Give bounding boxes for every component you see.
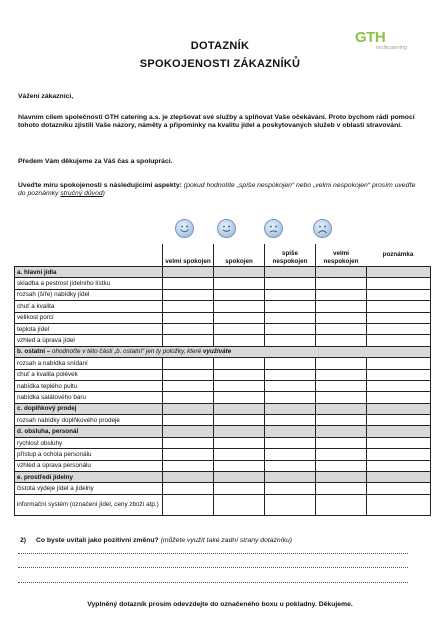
note-cell[interactable] xyxy=(366,449,430,460)
rating-cell[interactable] xyxy=(163,449,214,460)
thanks-text: Předem Vám děkujeme za Váš čas a spolupráci. xyxy=(18,158,173,165)
rating-cell[interactable] xyxy=(214,483,265,494)
rating-cell[interactable] xyxy=(163,335,214,346)
column-very-unsatisfied: velmi nespokojen xyxy=(316,244,367,267)
rating-cell[interactable] xyxy=(163,415,214,426)
column-very-satisfied: velmi spokojen xyxy=(163,244,214,267)
rating-cell[interactable] xyxy=(163,312,214,323)
note-cell[interactable] xyxy=(366,483,430,494)
rating-cell[interactable] xyxy=(214,323,265,334)
row-label: nabídka salátového baru xyxy=(15,392,163,403)
rating-cell[interactable] xyxy=(214,494,265,515)
rating-cell[interactable] xyxy=(316,358,367,369)
rating-cell[interactable] xyxy=(265,289,316,300)
row-label: chuť a kvalita xyxy=(15,301,163,312)
rating-cell[interactable] xyxy=(163,358,214,369)
section-header-dining-room: e. prostředí jídelny xyxy=(15,472,431,483)
rating-cell[interactable] xyxy=(214,460,265,471)
answer-line-1[interactable] xyxy=(18,553,408,554)
rating-cell[interactable] xyxy=(265,301,316,312)
rating-cell[interactable] xyxy=(163,392,214,403)
table-row xyxy=(15,312,431,323)
note-cell[interactable] xyxy=(366,380,430,391)
note-cell[interactable] xyxy=(366,415,430,426)
rating-cell[interactable] xyxy=(163,380,214,391)
row-label: rychlost obsluhy xyxy=(15,437,163,448)
rating-cell[interactable] xyxy=(163,369,214,380)
rating-cell[interactable] xyxy=(316,494,367,515)
rating-cell[interactable] xyxy=(163,483,214,494)
row-label: vzhled a úprava personálu xyxy=(15,460,163,471)
rating-cell[interactable] xyxy=(265,278,316,289)
note-cell[interactable] xyxy=(366,289,430,300)
rating-cell[interactable] xyxy=(316,415,367,426)
table-row xyxy=(15,278,431,289)
rating-cell[interactable] xyxy=(163,301,214,312)
table-row xyxy=(15,380,431,391)
satisfaction-table xyxy=(14,244,431,516)
table-row xyxy=(15,437,431,448)
table-row xyxy=(15,323,431,334)
question-2-number: 2) xyxy=(20,537,27,544)
rating-cell[interactable] xyxy=(265,449,316,460)
table-row xyxy=(15,483,431,494)
row-label: rozsah nabídky doplňkového prodeje xyxy=(15,415,163,426)
rating-cell[interactable] xyxy=(316,369,367,380)
rating-cell[interactable] xyxy=(265,415,316,426)
rating-cell[interactable] xyxy=(214,392,265,403)
table-row xyxy=(15,358,431,369)
rating-cell[interactable] xyxy=(163,494,214,515)
row-label: teplota jídel xyxy=(15,323,163,334)
rating-cell[interactable] xyxy=(265,483,316,494)
row-label: velikost porcí xyxy=(15,312,163,323)
question-2-hint: (můžete využít také zadní strany dotazníku) xyxy=(158,537,293,544)
footer-instruction: Vyplněný dotazník prosím odevzdejte do označeného boxu u pokladny. Děkujeme. xyxy=(87,601,353,608)
table-row xyxy=(15,369,431,380)
note-cell[interactable] xyxy=(366,301,430,312)
rating-cell[interactable] xyxy=(316,312,367,323)
note-cell[interactable] xyxy=(366,392,430,403)
section-header-extra-sales: c. doplňkový prodej xyxy=(15,403,431,414)
happy-face-icon xyxy=(217,219,236,238)
row-label: nabídka teplého pultu xyxy=(15,380,163,391)
rating-cell[interactable] xyxy=(265,494,316,515)
rating-cell[interactable] xyxy=(214,449,265,460)
rating-cell[interactable] xyxy=(163,289,214,300)
question-2 xyxy=(20,537,425,545)
rating-cell[interactable] xyxy=(214,312,265,323)
company-logo xyxy=(355,30,407,51)
question-1 xyxy=(18,182,423,199)
rating-cell[interactable] xyxy=(316,437,367,448)
rating-cell[interactable] xyxy=(163,437,214,448)
question-1-hint-underlined: stručný důvod xyxy=(60,190,103,198)
unhappy-face-icon xyxy=(264,219,283,238)
rating-cell[interactable] xyxy=(214,415,265,426)
rating-cell[interactable] xyxy=(316,323,367,334)
rating-cell[interactable] xyxy=(163,278,214,289)
rating-cell[interactable] xyxy=(214,301,265,312)
logo-text: GTH xyxy=(355,29,386,46)
rating-cell[interactable] xyxy=(265,437,316,448)
answer-line-2[interactable] xyxy=(18,567,408,568)
rating-cell[interactable] xyxy=(316,380,367,391)
rating-cell[interactable] xyxy=(265,369,316,380)
answer-line-3[interactable] xyxy=(18,582,408,583)
question-1-hint: (pokud hodnotíte „spíše nespokojen“ nebo „velmi nespokojen“ prosím uveďte do poznámky xyxy=(18,182,416,198)
row-label: vzhled a úprava jídel xyxy=(15,335,163,346)
rating-cell[interactable] xyxy=(265,358,316,369)
rating-cell[interactable] xyxy=(316,449,367,460)
rating-faces xyxy=(0,219,440,237)
table-row xyxy=(15,301,431,312)
rating-cell[interactable] xyxy=(316,301,367,312)
table-row xyxy=(15,449,431,460)
column-satisfied: spokojen xyxy=(214,244,265,267)
rating-cell[interactable] xyxy=(214,369,265,380)
section-header-service-staff: d. obsluha, personál xyxy=(15,426,431,437)
section-header-main-meals: a. hlavní jídla xyxy=(15,267,431,278)
row-label: rozsah a nabídka snídaní xyxy=(15,358,163,369)
rating-cell[interactable] xyxy=(316,483,367,494)
note-cell[interactable] xyxy=(366,278,430,289)
very-unhappy-face-icon xyxy=(313,219,332,238)
column-rather-unsatisfied: spíše nespokojen xyxy=(265,244,316,267)
intro-paragraph: hlavním cílem společnosti GTH catering a.s. je zlepšovat své služby a splňovat Vaše očekávání. Proto bychom rádi pomocí tohoto dotazníku zjistili Vaše názory, náměty a připomínky na kvalitu jídel a poskytovaných služeb v oblasti stravování. xyxy=(18,114,415,130)
document-title: DOTAZNÍK xyxy=(190,40,250,52)
question-1-main: Uveďte míru spokojenosti s následujícími aspekty: xyxy=(18,182,182,189)
row-label: čistota výdeje jídel a jídelny xyxy=(15,483,163,494)
column-note: poznámka xyxy=(366,244,430,267)
table-row xyxy=(15,335,431,346)
table-row xyxy=(15,494,431,515)
section-header-other: b. ostatní – ohodnoťte v této části „b. ostatní“ jen ty položky, které využíváte xyxy=(15,346,431,357)
question-2-text: Co byste uvítali jako pozitivní změnu? xyxy=(35,537,159,544)
note-cell[interactable] xyxy=(366,323,430,334)
row-label: skladba a pestrost jídelního lístku xyxy=(15,278,163,289)
table-row xyxy=(15,392,431,403)
rating-cell[interactable] xyxy=(163,460,214,471)
table-row xyxy=(15,415,431,426)
rating-cell[interactable] xyxy=(265,380,316,391)
rating-cell[interactable] xyxy=(316,392,367,403)
note-cell[interactable] xyxy=(366,358,430,369)
rating-cell[interactable] xyxy=(214,278,265,289)
logo-subtext: multicatering xyxy=(375,45,407,51)
note-cell[interactable] xyxy=(366,335,430,346)
rating-cell[interactable] xyxy=(316,289,367,300)
rating-cell[interactable] xyxy=(316,460,367,471)
rating-cell[interactable] xyxy=(316,278,367,289)
note-cell[interactable] xyxy=(366,460,430,471)
note-cell[interactable] xyxy=(366,312,430,323)
note-cell[interactable] xyxy=(366,437,430,448)
note-cell[interactable] xyxy=(366,494,430,515)
table-header-row xyxy=(15,244,431,267)
rating-cell[interactable] xyxy=(214,437,265,448)
table-row xyxy=(15,460,431,471)
greeting: Vážení zákazníci, xyxy=(18,93,74,100)
rating-cell[interactable] xyxy=(163,323,214,334)
rating-cell[interactable] xyxy=(214,358,265,369)
table-row xyxy=(15,289,431,300)
row-label: přístup a ochota personálu xyxy=(15,449,163,460)
rating-cell[interactable] xyxy=(214,335,265,346)
rating-cell[interactable] xyxy=(265,323,316,334)
row-label: rozsah (šíře) nabídky jídel xyxy=(15,289,163,300)
row-label: informační systém (označení jídel, ceny zboží atp.) xyxy=(15,494,163,515)
rating-cell[interactable] xyxy=(316,335,367,346)
row-label: chuť a kvalita polévek xyxy=(15,369,163,380)
rating-cell[interactable] xyxy=(265,312,316,323)
rating-cell[interactable] xyxy=(214,380,265,391)
question-1-hint-end: ) xyxy=(102,190,105,198)
very-happy-face-icon xyxy=(175,219,194,238)
document-subtitle: SPOKOJENOSTI ZÁKAZNÍKŮ xyxy=(139,58,301,70)
note-cell[interactable] xyxy=(366,369,430,380)
rating-cell[interactable] xyxy=(265,335,316,346)
rating-cell[interactable] xyxy=(214,289,265,300)
rating-cell[interactable] xyxy=(265,460,316,471)
rating-cell[interactable] xyxy=(265,392,316,403)
